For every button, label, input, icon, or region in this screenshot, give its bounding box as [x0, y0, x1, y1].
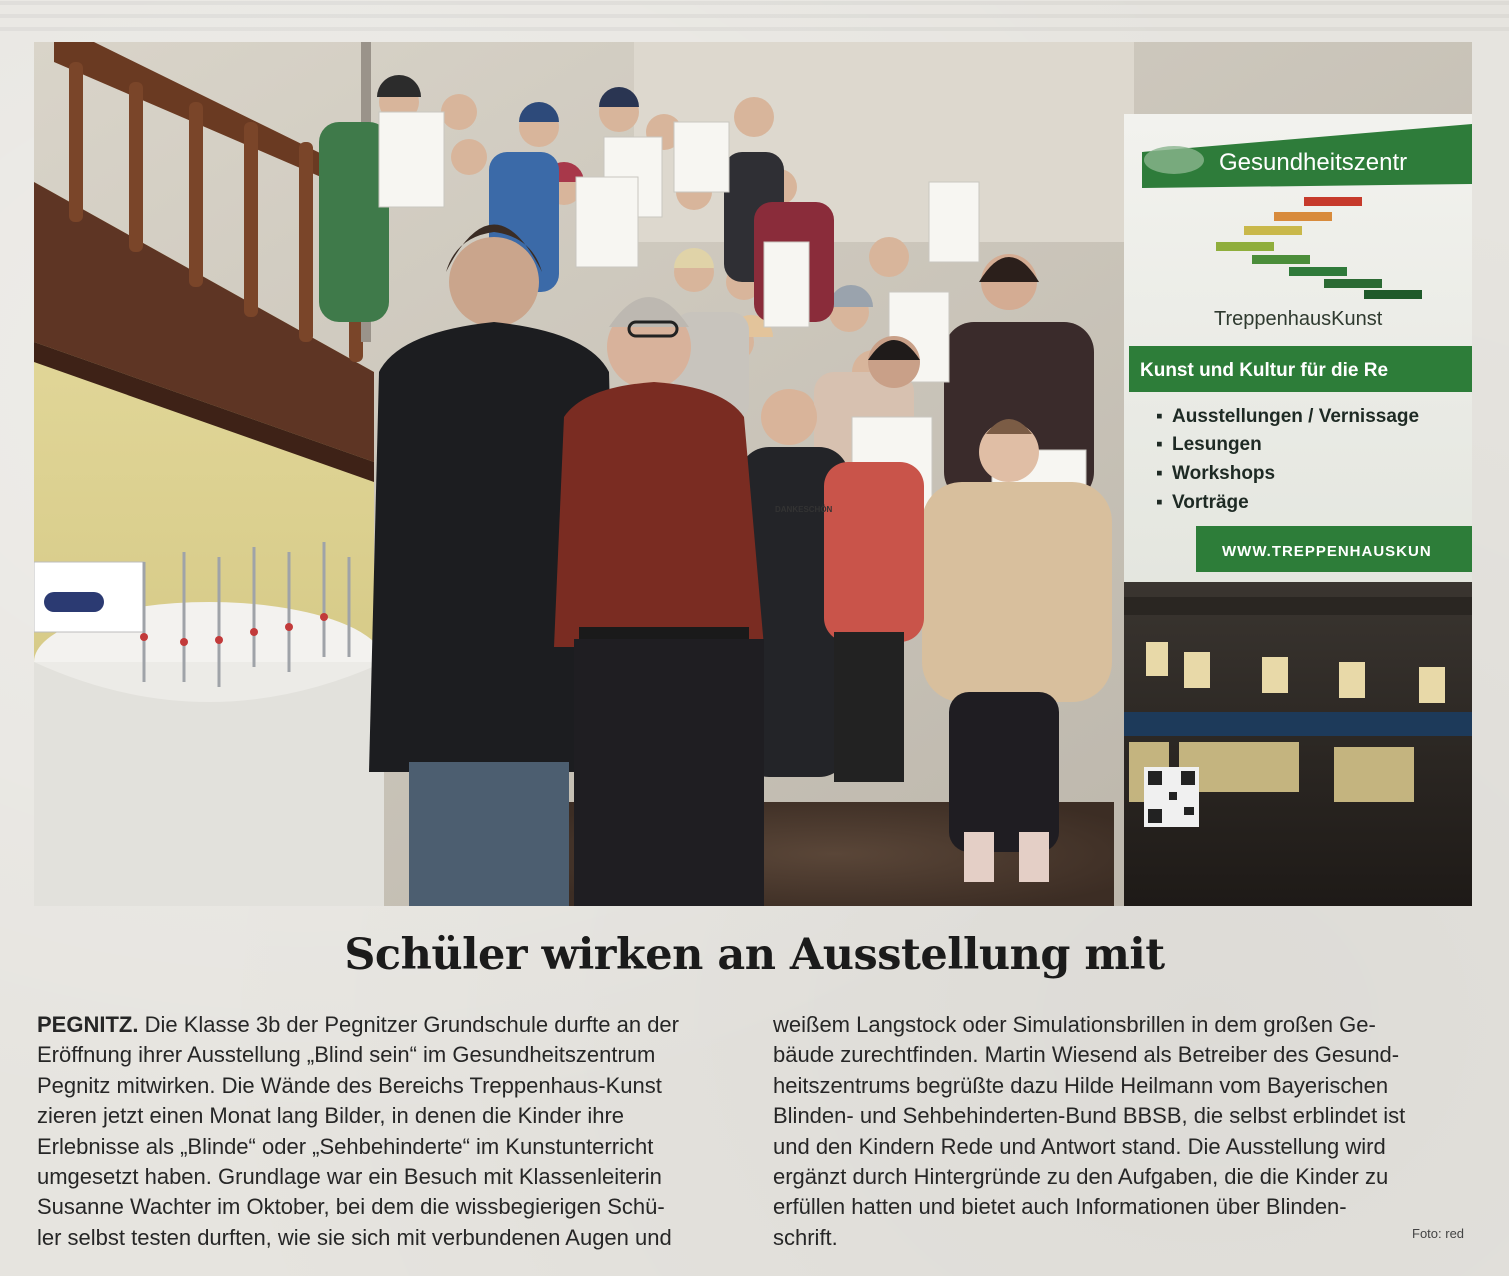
article-line: Susanne Wachter im Oktober, bei dem die wissbegierigen Schü-: [37, 1194, 665, 1220]
article-line: umgesetzt haben. Grundlage war ein Besuch mit Klassenleiterin: [37, 1164, 662, 1190]
banner-bullet: Ausstellungen / Vernissage: [1172, 406, 1420, 427]
dateline: PEGNITZ.: [37, 1012, 139, 1037]
article-line: schrift.: [773, 1224, 838, 1250]
article-line: ler selbst testen durften, wie sie sich mit verbundenen Augen und: [37, 1224, 672, 1250]
svg-text:▪: ▪: [1156, 463, 1163, 484]
article-line: Blinden- und Sehbehinderten-Bund BBSB, die selbst erblindet ist: [773, 1103, 1406, 1129]
article-line: bäude zurechtfinden. Martin Wiesend als Betreiber des Gesund-: [773, 1042, 1400, 1068]
faded-previous-text: [0, 0, 1509, 40]
svg-text:▪: ▪: [1156, 434, 1163, 455]
article-column-left: [37, 1010, 749, 1253]
banner-bullet: Workshops: [1172, 463, 1276, 484]
article-column-right: [773, 1010, 1485, 1253]
banner-bullet: Lesungen: [1172, 434, 1262, 455]
banner-brand: Gesundheitszentr: [1219, 149, 1408, 176]
banner-tagline: Kunst und Kultur für die Re: [1140, 360, 1389, 381]
article-line: Eröffnung ihrer Ausstellung „Blind sein“ im Gesundheitszentrum: [37, 1042, 656, 1068]
article-line: erfüllen hatten und bietet auch Informationen über Blinden-: [773, 1194, 1347, 1220]
article-line: zieren jetzt einen Monat lang Bilder, in denen die Kinder ihre: [37, 1103, 625, 1129]
svg-text:▪: ▪: [1156, 406, 1163, 427]
article-line: ergänzt durch Hintergründe zu den Aufgaben, die die Kinder zu: [773, 1164, 1389, 1190]
photo-credit: Foto: red: [1412, 1226, 1465, 1241]
certificate-label: DANKESCHÖN: [775, 505, 833, 514]
article-line: PEGNITZ. Die Klasse 3b der Pegnitzer Grundschule durfte an der: [37, 1012, 679, 1037]
banner-sub-brand: TreppenhausKunst: [1214, 308, 1383, 330]
article-line: weißem Langstock oder Simulationsbrillen in dem großen Ge-: [773, 1012, 1376, 1037]
article-line: heitszentrums begrüßte dazu Hilde Heilmann vom Bayerischen: [773, 1072, 1389, 1098]
article-line: Pegnitz mitwirken. Die Wände des Bereichs Treppenhaus-Kunst: [37, 1072, 662, 1098]
article-line: und den Kindern Rede und Antwort stand. Die Ausstellung wird: [773, 1133, 1386, 1159]
article-headline: Schüler wirken an Ausstellung mit: [344, 930, 1165, 980]
banner-url: WWW.TREPPENHAUSKUN: [1222, 543, 1432, 560]
article-photo: [34, 42, 1472, 906]
banner-bullet: Vorträge: [1172, 492, 1249, 513]
article-line: Erlebnisse als „Blinde“ oder „Sehbehinderte“ im Kunstunterricht: [37, 1133, 654, 1159]
svg-text:▪: ▪: [1156, 492, 1163, 513]
